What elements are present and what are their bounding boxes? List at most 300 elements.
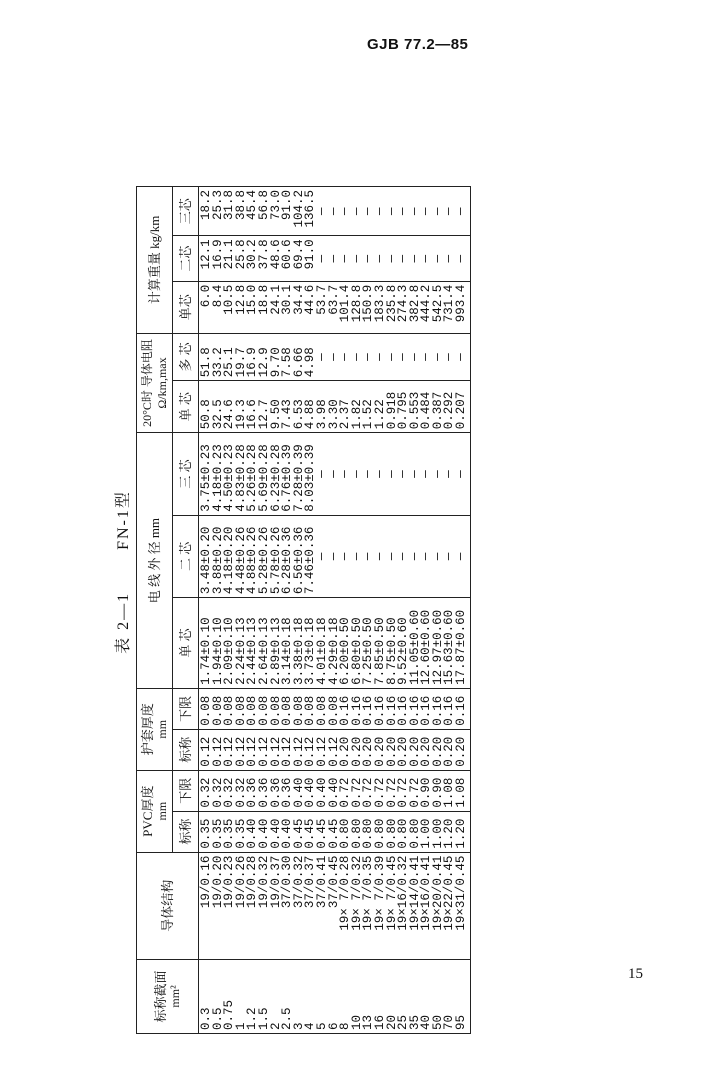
table-cell: 0.36 (268, 777, 283, 808)
table-cell: 1.22 (372, 399, 387, 430)
table-cell: 993.4 (454, 284, 469, 323)
table-cell: 25.1 (222, 347, 237, 378)
table-cell: 4.83±0.28 (233, 444, 248, 512)
table-cell: 4 (303, 1022, 318, 1030)
col-res-multi (199, 333, 471, 381)
header-outer-diameter: 电 线 外 径 mm (137, 433, 173, 689)
table-cell: 4.88±0.26 (245, 526, 260, 595)
table-cell: 444.2 (419, 284, 434, 323)
col-weight-three (199, 187, 471, 236)
table-cell: 4.18±0.23 (210, 444, 225, 512)
table-cell: 25 (396, 1014, 411, 1030)
table-cell: 0.72 (396, 777, 411, 808)
table-cell: 128.8 (349, 284, 364, 323)
table-cell: 5.26±0.28 (245, 444, 260, 512)
header-pvc-lower: 下限 (173, 770, 199, 811)
table-cell: 4.18±0.20 (222, 526, 237, 595)
table-cell: — (430, 552, 445, 561)
table-cell: 6.20±0.50 (338, 617, 353, 685)
table-cell: — (454, 254, 469, 263)
table-cell: 2.24±0.13 (233, 617, 248, 685)
table-cell: 0.20 (384, 736, 399, 767)
table-cell: 0.72 (372, 777, 387, 808)
table-cell: 3.73±0.18 (303, 617, 318, 685)
table-cell: 0.35 (210, 818, 225, 849)
header-unit: mm² (167, 985, 182, 1008)
col-od-two (199, 515, 471, 597)
table-cell: 0.72 (384, 777, 399, 808)
table-cell: 183.3 (372, 284, 387, 323)
table-cell: — (372, 552, 387, 561)
table-cell: — (372, 207, 387, 215)
header-nominal-section (137, 959, 199, 1033)
table-cell: 0.72 (407, 777, 422, 808)
table-cell: 19/0.16 (199, 855, 213, 909)
table-cell: 1.94±0.10 (210, 617, 225, 685)
table-cell: — (314, 470, 329, 478)
table-cell: 0.35 (199, 818, 213, 849)
table-cell: 2.37 (338, 399, 353, 430)
table-cell: 0.20 (407, 736, 422, 767)
header-label: PVC厚度 (139, 785, 155, 837)
table-cell: 0.20 (361, 736, 376, 767)
table-cell: 60.6 (280, 239, 295, 270)
header-sheath-lower: 下限 (173, 688, 199, 729)
table-cell: 0.36 (256, 777, 271, 808)
table-cell: — (326, 353, 341, 361)
table-cell: 0.3 (199, 1007, 213, 1030)
table-cell: 0.40 (303, 777, 318, 808)
header-od-single: 单 芯 (173, 598, 199, 689)
table-cell: 0.08 (233, 695, 248, 726)
table-cell: 50.8 (199, 399, 213, 430)
header-unit: mm (154, 801, 169, 821)
table-cell: 0.20 (338, 736, 353, 767)
table-cell: 1.82 (349, 399, 364, 430)
table-cell: — (361, 254, 376, 263)
table-number: 表 2—1 (115, 591, 132, 654)
table-cell: 5.28±0.26 (256, 526, 271, 595)
table-cell: 0.08 (256, 695, 271, 726)
table-cell: 3.98 (314, 399, 329, 430)
table-title (110, 60, 134, 1084)
table-cell: 0.12 (291, 736, 306, 767)
table-cell: — (419, 207, 434, 215)
table-cell: — (338, 552, 353, 561)
table-cell: 70 (442, 1014, 457, 1030)
table-cell: 0.08 (199, 695, 213, 726)
table-cell: — (326, 470, 341, 478)
table-cell: 30.1 (280, 284, 295, 315)
table-cell: 0.207 (454, 391, 469, 430)
table-data-row (199, 187, 471, 1034)
table-cell: 382.8 (407, 284, 422, 323)
table-cell: 4.50±0.23 (222, 444, 237, 512)
table-cell: 40 (419, 1014, 434, 1030)
table-cell: 0.80 (338, 818, 353, 849)
table-cell: — (314, 207, 329, 215)
table-cell: 0.80 (384, 818, 399, 849)
table-cell: — (349, 353, 364, 361)
table-cell: 8 (338, 1022, 353, 1030)
col-sheath-lower (199, 688, 471, 729)
table-cell: 3.75±0.23 (199, 444, 213, 512)
table-cell: 0.08 (268, 695, 283, 726)
table-cell: 32.5 (210, 399, 225, 430)
table-cell: — (442, 353, 457, 361)
table-cell: 7.58 (280, 347, 295, 378)
header-weight-three: 三芯 (173, 187, 199, 236)
table-cell: 0.12 (303, 736, 318, 767)
header-label: 标称截面 (152, 970, 168, 1023)
table-cell: 24.6 (222, 399, 237, 430)
table-cell: 91.0 (280, 190, 295, 221)
table-cell: — (407, 552, 422, 561)
table-cell: 19/0.23 (222, 855, 237, 909)
table-cell: 37/0.45 (326, 855, 341, 909)
table-cell: 6.80±0.50 (349, 617, 364, 685)
table-cell: 25.3 (210, 190, 225, 221)
table-cell: 0.72 (349, 777, 364, 808)
table-cell: 21.1 (222, 239, 237, 270)
table-cell: 4.48±0.26 (233, 526, 248, 595)
col-od-three (199, 433, 471, 515)
table-cell: 34.4 (291, 284, 306, 315)
table-cell: 0.80 (396, 818, 411, 849)
table-cell: 1.00 (430, 818, 445, 849)
table-cell: — (407, 207, 422, 215)
table-cell: 31.8 (222, 190, 237, 221)
table-cell: 0.80 (361, 818, 376, 849)
table-cell: 6.0 (199, 284, 213, 308)
table-cell: 37.8 (256, 239, 271, 270)
table-cell: 12.9 (256, 347, 271, 378)
table-cell: — (372, 470, 387, 478)
table-cell: — (430, 254, 445, 263)
table-cell: 3 (291, 1022, 306, 1030)
table-cell: 12.1 (199, 239, 213, 270)
col-nominal-section (199, 959, 471, 1033)
table-cell: — (361, 470, 376, 478)
table-cell: — (338, 353, 353, 361)
header-conductor: 导体结构 (137, 852, 199, 959)
table-cell: 18.8 (256, 284, 271, 315)
table-cell: — (419, 254, 434, 263)
table-cell: 13 (361, 1014, 376, 1030)
table-cell: 5.69±0.28 (256, 444, 271, 512)
table-cell: 16.6 (245, 399, 260, 430)
table-type: FN-1型 (115, 490, 132, 550)
table-cell: — (419, 470, 434, 478)
table-cell: 0.20 (372, 736, 387, 767)
table-cell: 0.45 (303, 818, 318, 849)
col-conductor (199, 852, 471, 959)
table-cell: — (349, 552, 364, 561)
header-res-multi: 多 芯 (173, 333, 199, 381)
table-cell: 12.8 (233, 284, 248, 315)
table-cell: — (454, 552, 469, 561)
table-cell: 69.4 (291, 239, 306, 270)
table-cell: — (361, 552, 376, 561)
table-cell: 0.08 (326, 695, 341, 726)
table-cell: 0.90 (430, 777, 445, 808)
table-cell: 0.40 (256, 818, 271, 849)
page-number: 15 (628, 966, 643, 982)
table-cell: — (384, 353, 399, 361)
table-cell: — (396, 470, 411, 478)
table-cell: — (384, 254, 399, 263)
col-weight-single (199, 281, 471, 333)
table-cell: — (442, 470, 457, 478)
table-cell: 0.16 (349, 695, 364, 726)
table-cell: 6 (326, 1022, 341, 1030)
table-cell: 0.20 (442, 736, 457, 767)
document-header: GJB 77.2—85 (367, 36, 469, 53)
table-cell: 5 (314, 1022, 329, 1030)
table-cell: 0.12 (256, 736, 271, 767)
table-cell: 18.2 (199, 190, 213, 221)
table-cell: 0.12 (222, 736, 237, 767)
table-cell: 15.0 (245, 284, 260, 315)
table-cell: 1.74±0.10 (199, 617, 213, 685)
table-cell: 0.32 (210, 777, 225, 808)
table-cell: 0.16 (419, 695, 434, 726)
table-cell: 19×14/0.41 (407, 855, 422, 931)
table-cell: 0.16 (407, 695, 422, 726)
header-resistance: 20°C时 导体电阻 Ω/km,max (137, 333, 173, 433)
table-cell: — (419, 552, 434, 561)
table-cell: — (407, 470, 422, 478)
table-cell: 0.918 (384, 391, 399, 430)
table-cell: 0.08 (210, 695, 225, 726)
table-cell: 51.8 (199, 347, 213, 378)
table-cell: 17.87±0.60 (454, 609, 469, 685)
table-cell: 24.1 (268, 284, 283, 315)
spec-table (136, 186, 471, 1034)
table-cell: — (430, 353, 445, 361)
table-cell: 95 (454, 1014, 469, 1030)
table-cell: 9.52±0.60 (396, 617, 411, 685)
table-cell: 8.75±0.50 (384, 617, 399, 685)
table-cell: 12.7 (256, 399, 271, 430)
table-cell: 0.12 (314, 736, 329, 767)
table-cell: 0.16 (454, 695, 469, 726)
table-cell: — (442, 254, 457, 263)
table-cell: 91.0 (303, 239, 318, 270)
table-cell: — (396, 207, 411, 215)
table-cell: 37/0.32 (291, 855, 306, 909)
table-cell: 0.08 (303, 695, 318, 726)
table-cell: 33.2 (210, 347, 225, 378)
table-cell: 3.30 (326, 399, 341, 430)
table-cell: 7.25±0.50 (361, 617, 376, 685)
table-cell: 8.4 (210, 284, 225, 308)
table-cell: 19/0.32 (256, 855, 271, 909)
table-cell: — (454, 207, 469, 215)
table-cell: 7.28±0.39 (291, 444, 306, 512)
table-cell: 1.20 (454, 818, 469, 849)
table-cell: 3.88±0.20 (210, 526, 225, 595)
col-pvc-lower (199, 770, 471, 811)
table-cell: — (314, 254, 329, 263)
table-cell: 0.20 (430, 736, 445, 767)
table-cell: 731.4 (442, 284, 457, 323)
table-cell: — (361, 207, 376, 215)
table-cell: 6.66 (291, 347, 306, 378)
table-cell: 2 (268, 1022, 283, 1030)
table-cell: 7.85±0.50 (372, 617, 387, 685)
table-cell: 0.12 (280, 736, 295, 767)
table-cell: — (407, 353, 422, 361)
table-cell: — (372, 254, 387, 263)
table-cell: 19× 7/0.35 (361, 855, 376, 931)
table-cell: — (442, 207, 457, 215)
table-cell: 19×31/0.45 (454, 855, 469, 931)
table-cell: 19/0.20 (210, 855, 225, 909)
table-cell: 0.16 (372, 695, 387, 726)
table-cell: 0.795 (396, 391, 411, 430)
table-cell: — (384, 207, 399, 215)
col-res-single (199, 381, 471, 433)
table-cell: 0.20 (396, 736, 411, 767)
table-cell: — (430, 470, 445, 478)
table-cell: 1.52 (361, 399, 376, 430)
col-sheath-nominal (199, 729, 471, 770)
table-cell: 3.38±0.18 (291, 617, 306, 685)
table-cell: 73.0 (268, 190, 283, 221)
table-cell: 5.78±0.26 (268, 526, 283, 595)
header-sheath-nominal: 标称 (173, 729, 199, 770)
table-cell: 19/0.37 (268, 855, 283, 909)
table-cell: 104.2 (291, 190, 306, 228)
table-cell: 0.20 (419, 736, 434, 767)
table-cell: 0.40 (326, 777, 341, 808)
table-cell: 30.2 (245, 239, 260, 270)
table-cell: 0.5 (210, 1007, 225, 1030)
table-cell: — (454, 353, 469, 361)
table-cell: 0.08 (280, 695, 295, 726)
table-cell: 19.7 (233, 347, 248, 378)
table-cell: 7.46±0.36 (303, 526, 318, 595)
table-cell: 0.20 (349, 736, 364, 767)
table-cell: 50 (430, 1014, 445, 1030)
header-od-two: 二 芯 (173, 515, 199, 597)
table-cell: 136.5 (303, 190, 318, 228)
table-cell: 3.14±0.18 (280, 617, 295, 685)
table-cell: 0.08 (291, 695, 306, 726)
table-cell: 0.16 (384, 695, 399, 726)
table-cell: 0.40 (268, 818, 283, 849)
header-sheath (137, 688, 173, 770)
table-cell: 101.4 (338, 284, 353, 323)
table-cell: — (384, 470, 399, 478)
table-cell: 9.70 (268, 347, 283, 378)
table-cell: 0.40 (291, 777, 306, 808)
table-cell: 37/0.41 (314, 855, 329, 909)
table-cell: 0.484 (419, 391, 434, 430)
table-cell: 0.40 (245, 818, 260, 849)
table-cell: 0.80 (349, 818, 364, 849)
header-unit: mm (154, 719, 169, 739)
table-cell: 0.16 (396, 695, 411, 726)
table-cell: — (338, 470, 353, 478)
table-cell: — (326, 254, 341, 263)
header-weight-two: 二芯 (173, 236, 199, 281)
table-cell: 274.3 (396, 284, 411, 323)
table-cell: 0.75 (222, 999, 237, 1030)
table-cell: 0.20 (454, 736, 469, 767)
col-od-single (199, 598, 471, 689)
table-cell: — (314, 552, 329, 561)
table-cell: 0.32 (199, 777, 213, 808)
table-cell: 0.292 (442, 391, 457, 430)
table-cell: 19/0.26 (233, 855, 248, 909)
table-cell: — (384, 552, 399, 561)
table-cell: 19.3 (233, 399, 248, 430)
table-cell: 0.16 (361, 695, 376, 726)
table-cell: 9.50 (268, 399, 283, 430)
header-label: 护套厚度 (139, 703, 155, 756)
table-cell: 0.16 (338, 695, 353, 726)
table-cell: — (430, 207, 445, 215)
table-cell: — (396, 254, 411, 263)
table-cell: 0.40 (314, 777, 329, 808)
table-cell: 20 (384, 1014, 399, 1030)
table-body (199, 187, 471, 1034)
table-cell: 0.32 (222, 777, 237, 808)
table-cell: 1.08 (454, 777, 469, 808)
table-cell: — (396, 552, 411, 561)
table-cell: 542.5 (430, 284, 445, 323)
table-cell: 235.8 (384, 284, 399, 323)
table-cell: 6.53 (291, 399, 306, 430)
table-cell: — (454, 470, 469, 478)
table-cell: 10 (349, 1014, 364, 1030)
table-cell: 0.32 (233, 777, 248, 808)
table-cell: — (442, 552, 457, 561)
header-res-single: 单 芯 (173, 381, 199, 433)
table-cell: 48.6 (268, 239, 283, 270)
table-cell: 0.16 (442, 695, 457, 726)
table-cell: 6.23±0.28 (268, 444, 283, 512)
table-cell: — (349, 470, 364, 478)
table-cell: 1.08 (442, 777, 457, 808)
table-cell: 19×16/0.41 (419, 855, 434, 931)
table-cell: 4.01±0.18 (314, 617, 329, 685)
table-cell: 12.60±0.60 (419, 609, 434, 685)
header-weight-single: 单芯 (173, 281, 199, 333)
col-pvc-nominal (199, 811, 471, 852)
rotated-table-area (110, 190, 724, 1084)
table-cell: 4.98 (303, 347, 318, 378)
table-cell: 19× 7/0.32 (349, 855, 364, 931)
table-cell: 150.9 (361, 284, 376, 323)
table-cell: 0.90 (419, 777, 434, 808)
table-cell: 0.553 (407, 391, 422, 430)
table-cell: 35 (407, 1014, 422, 1030)
table-cell: 0.40 (280, 818, 295, 849)
header-weight: 计算重量 kg/km (137, 187, 173, 334)
table-cell: 38.8 (233, 190, 248, 221)
table-cell: — (361, 353, 376, 361)
table-cell: 0.36 (245, 777, 260, 808)
table-cell: 12.97±0.60 (430, 609, 445, 685)
table-cell: 6.28±0.36 (280, 526, 295, 595)
table-cell: 56.8 (256, 190, 271, 221)
table-cell: 0.45 (326, 818, 341, 849)
table-cell: 0.36 (280, 777, 295, 808)
table-cell: — (396, 353, 411, 361)
